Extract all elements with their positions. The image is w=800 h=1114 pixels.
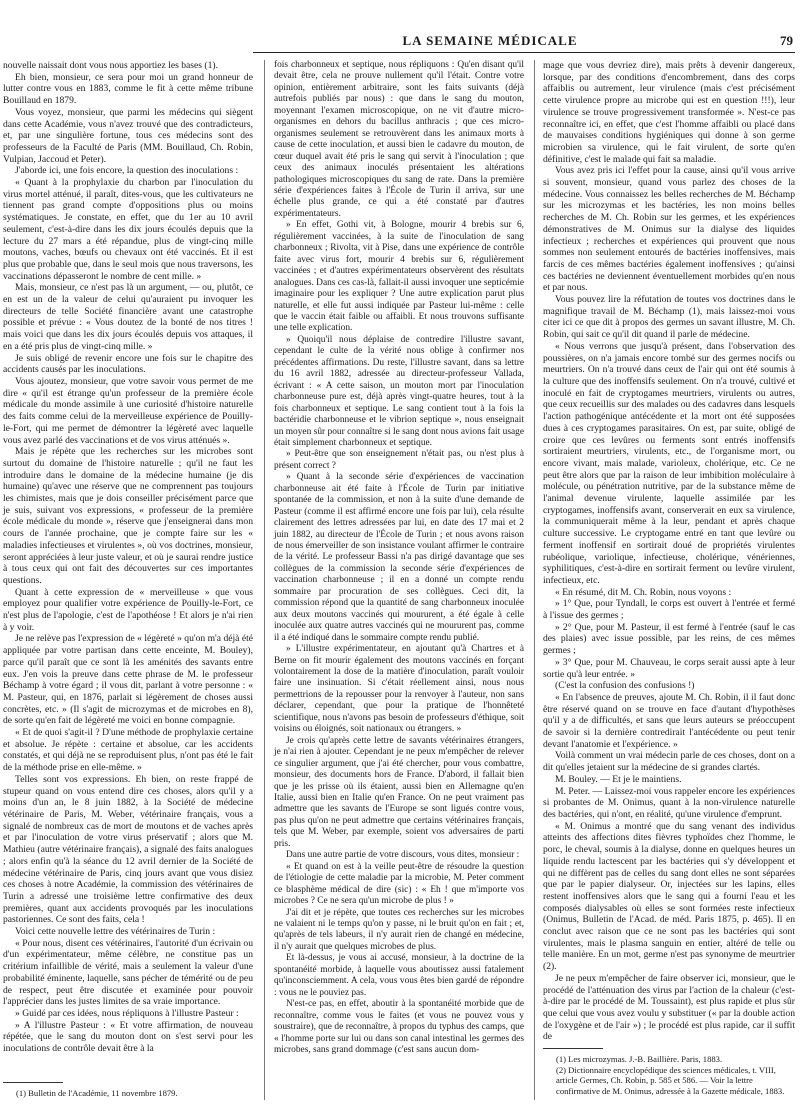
paragraph: » Peut-être que son enseignement n'était pas, ou n'est plus à présent correct ? — [274, 449, 524, 471]
paragraph: Vous voyez, monsieur, que parmi les médecins qui siègent dans cette Académie, vous n'avez trouvé que des contradicteurs, et, par une singulière fortune, tous ces médecins sont des professeurs de la Faculté de Paris (MM. Bouillaud, Ch. Robin, Vulpian, Jaccoud et Peter). — [3, 106, 253, 165]
paragraph: » En effet, Gothi vit, à Bologne, mourir 4 brebis sur 6, régulièrement vaccinées, à la suite de l'inoculation de sang charbonneux ; Rivolta, vit à Pise, dans une expérience de contrôle faite avec virus fort, mourir 4 brebis sur 6, régulièrement vaccinées ; et d'autres expérimentateurs observèrent des résultats analogues. Dans ces cas-là, fallait-il aussi invoquer une septicémie imaginaire pour les expliquer ? Une autre explication parut plus naturelle, et elle fut aussi indiquée par Pasteur lui-même : celle que le vaccin était faible ou affaibli. Et nous trouvons suffisante une telle explication. — [274, 220, 524, 334]
paragraph: Vous ajoutez, monsieur, que votre savoir vous permet de me dire « qu'il est étrange qu'un professeur de la première école médicale du monde assimile à une curiosité d'histoire naturelle des faits comme celui de la merveilleuse expérience de Pouilly-le-Fort, qui me permet de démontrer la légèreté avec laquelle vous avez parlé des vaccinations et de vos virus atténués ». — [3, 375, 253, 446]
paragraph: J'ai dit et je répète, que toutes ces recherches sur les microbes ne valaient ni le temps qu'on y passe, ni le bruit qu'on en fait ; et, qu'après de tels labeurs, il n'y aurait rien de changé en médecine, il n'y aurait que quelques microbes de plus. — [274, 907, 524, 952]
paragraph: Je suis obligé de revenir encore une fois sur le chapitre des accidents causés par les inoculations. — [3, 352, 253, 376]
paragraph: Mais je répète que les recherches sur les microbes sont surtout du domaine de l'histoire naturelle ; qu'il ne faut les introduire dans le domaine de la médecine humaine (je dis humaine) qu'avec une réserve que ne comprennent pas toujours les chimistes, mais que je dois conseiller précisément parce que je suis, suivant vos expressions, « professeur de la première école médicale du monde », réserve que j'enseignerai dans mon cours de l'année prochaine, que je compte faire sur les « maladies infectieuses et virulentes », où vos doctrines, monsieur, seront appréciées à leur juste valeur, et où je saurai rendre justice à tous ceux qui ont fait des découvertes sur ces importantes questions. — [3, 446, 253, 586]
paragraph: « Quant à la prophylaxie du charbon par l'inoculation du virus mortel atténué, il paraît, dites-vous, que les cultivateurs ne tiennent pas grand compte d'oppositions plus ou moins systématiques. Je constate, en effet, que du 1er au 10 avril seulement, c'est-à-dire dans les dix jours écoulés depuis que la lecture du 27 mars a été répandue, plus de vingt-cinq mille moutons, vaches, bœufs ou chevaux ont été vaccinés. Et il est plus que probable que, dans le seul mois que nous traversons, les vaccinations dépasseront le nombre de cent mille. » — [3, 177, 253, 282]
paragraph: » Quant à la seconde série d'expériences de vaccination charbonneuse ait été faite à l'École de Turin par initiative spontanée de la commission, et non à la suite d'une demande de Pasteur (comme il est affirmé encore une fois par lui), cela résulte clairement des lettres adressées par lui, en date des 17 mai et 2 juin 1882, au directeur de l'École de Turin ; et nous avons raison de nous émerveiller de son insistance voulant affirmer le contraire de la vérité. Le professeur Bassi n'a pas dirigé davantage que ses collègues de la commission la seconde série d'expériences de vaccination charbonneuse ; il en a donné un compte rendu sommaire par procuration de ses collègues. Ceci dit, la commission répond que la quantité de sang charbonneux inoculée aux deux moutons vaccinés qui moururent, a été égale à celle inoculée aux quatre autres vaccinés qui ne moururent pas, comme il a été indiqué dans le sommaire compte rendu publié. — [274, 472, 524, 643]
footnote-rule — [543, 1048, 603, 1049]
header-rule — [253, 52, 795, 53]
footnote: (1) Les microzymas. J.-B. Baillière. Paris, 1883. — [556, 1054, 723, 1064]
paragraph: N'est-ce pas, en effet, aboutir à la spontanéité morbide que de reconnaître, comme vous le faites (et vous ne pouvez vous y soustraire), que de reconnaître, à propos du typhus des camps, que « l'homme porte sur lui ou dans son canal intestinal les germes des microbes, sans grand dommage (c'est sans aucun dom- — [274, 999, 524, 1055]
paragraph: « Nous verrons que jusqu'à présent, dans l'observation des poussières, on n'a jamais encore tombé sur des germes nocifs ou meurtriers. On n'a trouvé dans ceux de l'air qui ont été soumis à la culture que des inoffensifs seulement. On n'a trouvé, cultivé et inoculé en fait de cryptogames meurtriers, virulents ou autres, que ceux recueillis sur des malades ou des cadavres dans lesquels l'action pathogénique antécédente et la mort ont été supposées dues à ces cryptogames parasitaires. On est, par suite, obligé de croire que ces levûres ou ferments sont entrés inoffensifs sortiraient meurtriers, virulents, etc., de l'organisme mort, ou encore vivant, mais malade, varioleux, cholérique, etc. Ce ne peut être alors que par la raison de leur imbibition moléculaire à molécule, ou pénétration nutritive, par de la substance même de l'animal devenue virulente, laquelle assimilée par les cryptogames, inoffensifs avant, conserverait en eux sa virulence, la communiquerait même à la leur, pendant et après chaque culture successive. Le cryptogame entré en tant que levûre ou ferment inoffensif en sortirait doué de propriétés virulentes rubéolique, variolique, infectieuse, cholérique, vénériennes, syphilitiques, c'est-à-dire en sortirait ferment ou levûre virulent, infectieux, etc. — [543, 340, 795, 586]
footnote-rule — [3, 1082, 63, 1083]
paragraph: Vous pouvez lire la réfutation de toutes vos doctrines dans le magnifique travail de M. Béchamp (1), mais laissez-moi vous citer ici ce que dit à propos des germes un savant illustre, M. Ch. Robin, qui sait ce qu'il dit quand il parle de médecine. — [543, 294, 795, 341]
paragraph: Dans une autre partie de votre discours, vous dites, monsieur : — [286, 850, 520, 861]
paragraph: « Et de quoi s'agit-il ? D'une méthode de prophylaxie certaine et absolue. Je répète : certaine et absolue, car les accidents constatés, et qui déjà ne se reproduisent plus, n'ont pas été le fait de la méthode prise en elle-même. » — [3, 727, 253, 774]
paragraph: Je crois qu'après cette lettre de savants vétérinaires étrangers, je n'ai rien à ajouter. Cependant je ne peux m'empêcher de relever ce singulier argument, que j'ai été chercher, pour vous combattre, monsieur, des documents hors de France. D'abord, il fallait bien que je les prisse où ils étaient, aussi bien en Allemagne qu'en Italie, aussi bien en Italie qu'en France. On ne peut vraiment pas admettre que les savants de l'Europe se sont ligués contre vous, pas plus qu'on ne peut admettre que certains vétérinaires français, tels que M. Weber, par exemple, soient vos adversaires de parti pris. — [274, 735, 524, 849]
paragraph: Eh bien, monsieur, ce sera pour moi un grand honneur de lutter contre vous en 1883, comme le fit à cette même tribune Bouillaud en 1879. — [3, 71, 253, 107]
paragraph: Voilà comment un vrai médecin parle de ces choses, dont on a dit qu'elles jetaient sur la médecine de si grandes clartés. — [543, 750, 795, 774]
paragraph: M. Peter. — Laissez-moi vous rappeler encore les expériences si probantes de M. Onimus, quant à la non-virulence naturelle des bactéries, qui n'ont, en réalité, qu'une virulence d'emprunt. — [543, 785, 795, 820]
paragraph: Quant à cette expression de « merveilleuse » que vous employez pour qualifier votre expérience de Pouilly-le-Fort, ce n'est plus de l'apologie, c'est de l'apothéose ! Et alors je n'ai rien à y voir. — [3, 586, 253, 633]
paragraph: « En résumé, dit M. Ch. Robin, nous voyons : — [555, 586, 732, 598]
text-column-right — [543, 60, 795, 1043]
paragraph: fois charbonneux et septique, nous répliquons : Qu'en disant qu'il devait être, cela ne prouve nullement qu'il l'était. Contre votre opinion, entièrement arbitraire, sont les faits suivants (déjà autrefois publiés par nous) : que dans le sang du mouton, moyennant l'examen microscopique, on ne vit d'autre micro-organismes en dehors du bacillus anthracis ; que ces micro-organismes seulement se retrouvèrent dans les animaux morts à cause de cette inoculation, et aussi bien le cadavre du mouton, de cœur duquel avait été pris le sang qui servit à l'inoculation ; que ceux des animaux inoculés présentaient les altérations pathologiques microscopiques du sang de rate. Dans la première série d'expériences faites à l'École de Turin il arriva, sur une échelle plus grande, ce qui a été constaté par d'autres expérimentateurs. — [274, 60, 524, 219]
paragraph: M. Bouley. — Et je le maintiens. — [555, 773, 682, 785]
paragraph: « Pour nous, disent ces vétérinaires, l'autorité d'un écrivain ou d'un expérimentateur, même célèbre, ne constitue pas un critérium infaillible de vérité, mais a seulement la valeur d'une probabilité éminente, laquelle, sans pécher de témérité ou de peu de respect, peut être discutée et examinée pour pouvoir l'apprécier dans les justes limites de sa vraie importance. — [3, 937, 253, 1008]
paragraph: (C'est la confusion des confusions !) — [555, 680, 695, 692]
paragraph: » Quoiqu'il nous déplaise de contredire l'illustre savant, cependant le culte de la vérité nous oblige à confirmer nos précédentes affirmations. Du reste, l'illustre savant, dans sa lettre du 16 avril 1882, adressée au directeur-professeur Vallada, écrivant : « A cette saison, un mouton mort par l'inoculation charbonneuse pure est, déjà après vingt-quatre heures, tout à la fois charbonneux et septique. Le sang contient tout à la fois la bactéridie charbonneuse et le vibrion septique », nous enseignait un moyen sûr pour connaître si le sang dont nous avions fait usage était simplement charbonneux et septique. — [274, 334, 524, 448]
paragraph: « Et quand on est à la veille peut-être de résoudre la question de l'étiologie de cette maladie par la microbie, M. Peter comment ce blasphème médical de dire (sic) : « Eh ! que m'importe vos microbes ? Ce ne sera qu'un microbe de plus ! » — [274, 861, 524, 907]
paragraph: nouvelle naissait dont vous nous apportiez les bases (1). — [3, 60, 219, 71]
paragraph: Mais, monsieur, ce n'est pas là un argument, — ou, plutôt, ce en est un de la valeur de celui qu'auraient pu invoquer les directeurs de telle Société financière avant une catastrophe possible et prévue : « Vous doutez de la bonté de nos titres ! mais voici que dans les dix jours écoulés depuis vos attaques, il en a été pris plus de vingt-cinq mille. » — [3, 282, 253, 352]
text-column-left — [3, 60, 253, 1055]
paragraph: J'aborde ici, une fois encore, la question des inoculations : — [15, 165, 239, 177]
footnotes-right — [556, 1054, 794, 1096]
paragraph: » L'illustre expérimentateur, en ajoutant qu'à Chartres et à Berne on fit mourir également des moutons vaccinés en forçant volontairement la dose de la matière d'inoculation, paraît vouloir faire une insinuation. Si c'était réellement ainsi, nous nous permettrions de la repousser pour la renvoyer à l'auteur, non sans déclarer, cependant, que pour la pratique de l'honnêteté scientifique, nous n'avons pas besoin de professeurs d'éthique, soit voisins ou éloignés, soit nationaux ou étrangers. » — [274, 644, 524, 735]
paragraph: Et là-dessus, je vous ai accusé, monsieur, à la doctrine de la spontanéité morbide, à laquelle vous aboutissez aussi fatalement qu'inconsciemment. A cela, vous vous êtes bien gardé de répondre : vous ne le pouviez pas. — [274, 953, 524, 998]
page-number: 79 — [780, 33, 793, 48]
paragraph: » Guidé par ces idées, nous répliquons à l'illustre Pasteur : — [15, 1007, 239, 1019]
paragraph: mage que vous devriez dire), mais prêts à devenir dangereux, lorsque, par des conditions d'encombrement, dans des corps affaiblis ou autrement, leur virulence (mais c'est précisément cette virulence propre au microbe qui est en question !!!), leur virulence se trouve progressivement transformée ». N'est-ce pas reconnaître ici, en effet, que c'est l'homme affaibli ou placé dans de mauvaises conditions hygiéniques qui donne à son germe microbien sa virulence, qui le fait virulent, de sorte qu'en définitive, c'est le malade qui fait sa maladie. — [543, 60, 795, 165]
paragraph: Je ne peux m'empêcher de faire observer ici, monsieur, que le procédé de l'atténuation des virus par l'action de la chaleur (c'est-à-dire par le procédé de M. Toussaint), est plus rapide et plus sûr que celui que vous avez voulu y substituer (« par la double action de l'oxygène et de l'air ») ; le procédé est plus rapide, car il suffit de — [543, 972, 795, 1043]
footnote: (2) Dictionnaire encyclopédique des sciences médicales, t. VIII, article Germes, Ch. Robin, p. 585 et 586. — Voir la lettre confirmative de M. Onimus, adressée à la Gazette médicale, 1883. — [556, 1064, 785, 1096]
paragraph: Voici cette nouvelle lettre des vétérinaires de Turin : — [15, 926, 216, 938]
paragraph: Je ne relève pas l'expression de « légèreté » qu'on m'a déjà été appliquée par votre partisan dans cette enceinte, M. Bouley), parce qu'il paraît que ce sont là les aménités des savants entre eux. J'en vois la preuve dans cette phrase de M. le professeur Béchamp à votre égard ; il vous dit, parlant à votre personne : « M. Pasteur, qui, en 1876, parlait si légèrement de choses aussi concrètes, etc. » (Il s'agit de microzymas et de microbes en 8), de sorte qu'en fait de légèreté me voici en bonne compagnie. — [3, 633, 254, 727]
footnote-left: (1) Bulletin de l'Académie, 11 novembre 1879. — [16, 1088, 178, 1098]
paragraph: » 3° Que, pour M. Chauveau, le corps serait aussi apte à leur sortie qu'à leur entrée. » — [543, 656, 795, 680]
paragraph: » 2° Que, pour M. Pasteur, il est fermé à l'entrée (sauf le cas des plaies) avec issue possible, par les reins, de ces mêmes germes ; — [543, 621, 795, 657]
paragraph: « En l'absence de preuves, ajoute M. Ch. Robin, il il faut donc être réservé quand on se trouve en face d'autant d'hypothèses qu'il y a de difficultés, et sans que leurs auteurs se préoccupent de savoir si la dernière contredirait l'antécédente ou peut tenir devant l'anatomie et l'expérience. » — [543, 691, 795, 750]
paragraph: « M. Onimus a montré que du sang venant des individus atteints des affections dites fièvres typhoïdes chez l'homme, le porc, le cheval, soumis à la dialyse, donne en quelques heures un liquide rendu lactescent par les bactéries qui s'y développent et qui ne diffèrent pas de celles du sang dont elles ne sont séparées que par le papier dialyseur. Or, injectées sur les lapins, elles restent inoffensives alors que le sang qui a fourni l'eau et les composés dialysables où elles se sont formées reste infectieux (Onimus, Bulletin de l'Acad. de méd. Paris 1875, p. 465). Il en conclut avec raison que ce ne sont pas les bactéries qui sont virulentes, mais le plasma sanguin en entier, altéré de telle ou telle manière. En un mot, germe n'est pas synonyme de meurtrier (2). — [543, 820, 795, 973]
column-divider — [264, 60, 265, 1100]
column-divider — [534, 60, 535, 1100]
paragraph: » A l'illustre Pasteur : « Et votre affirmation, de nouveau répétée, que le sang du mouton dont on s'est servi pour les inoculations de contrôle devait être à la — [3, 1019, 253, 1055]
journal-title: LA SEMAINE MÉDICALE — [402, 33, 578, 48]
text-column-middle — [274, 60, 524, 1056]
paragraph: Vous avez pris ici l'effet pour la cause, ainsi qu'il vous arrive si souvent, monsieur, quand vous parlez des choses de la médecine. Vous connaissez les belles recherches de M. Béchamp sur les microzymas et les bactéries, les non moins belles recherches de M. Ch. Robin sur les germes, et les expériences démonstratives de M. Onimus sur la dialyse des liquides infectieux ; recherches et expériences qui prouvent que nous sommes non seulement entourés de bactéries inoffensives, mais farcis de ces mêmes bactéries également inoffensives ; qu'ainsi ces bactéries ne deviennent éventuellement morbides qu'en nous et par nous. — [543, 165, 795, 294]
paragraph: Telles sont vos expressions. Eh bien, on reste frappé de stupeur quand on vous entend dire ces choses, alors qu'il y a moins d'un an, le 8 juin 1882, à la Société de médecine vétérinaire de Paris, M. Weber, vétérinaire français, vous a signalé de nombreux cas de mort de moutons et de vaches après et par l'inoculation de votre virus préservatif ; alors que M. Mathieu (autre vétérinaire français), a signalé des faits analogues ; alors enfin qu'à la séance du 12 avril dernier de la Société de médecine vétérinaire de Paris, cinq jours avant que vous disiez ces choses à notre Académie, la commission des vétérinaires de Turin a adressé une troisième lettre confirmative des deux premières, quant aux accidents provoqués par les inoculations pastoriennes. Ce sont des faits, cela ! — [3, 773, 253, 926]
paragraph: » 1° Que, pour Tyndall, le corps est ouvert à l'entrée et fermé à l'issue des germes ; — [543, 598, 795, 622]
